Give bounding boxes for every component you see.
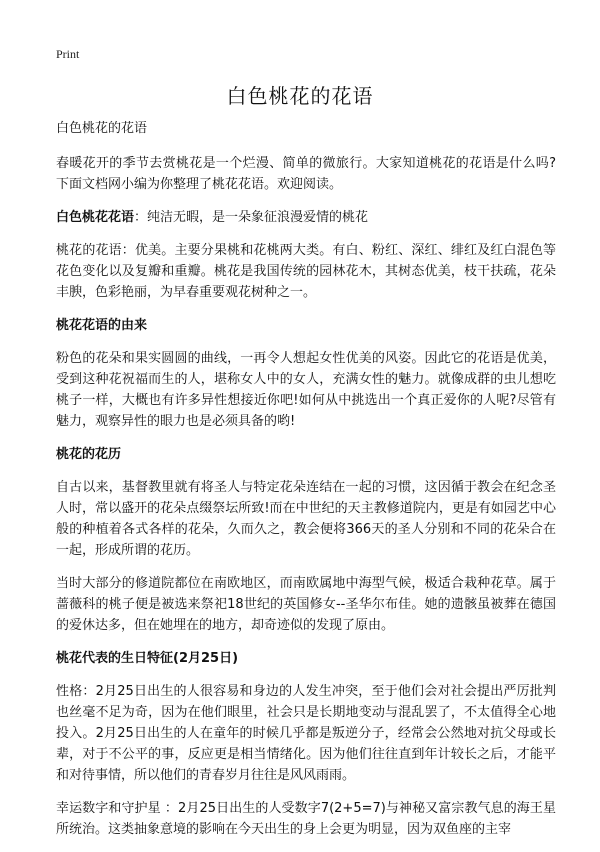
print-link[interactable]: Print — [56, 47, 80, 61]
origin-heading: 桃花花语的由来 — [56, 318, 148, 333]
calendar-heading: 桃花的花历 — [56, 447, 122, 462]
birthday-heading: 桃花代表的生日特征(2月25日) — [56, 651, 239, 666]
document-title: 白色桃花的花语 — [226, 84, 374, 108]
intro-paragraph: 春暖花开的季节去赏桃花是一个烂漫、简单的微旅行。大家知道桃花的花语是什么吗?下面文档网小编为你整理了桃花花语。欢迎阅读。 — [56, 156, 556, 192]
definition-text: ：纯洁无暇，是一朵象征浪漫爱情的桃花 — [134, 210, 369, 225]
personality-paragraph: 性格：2月25日出生的人很容易和身边的人发生冲突，至于他们会对社会提出严厉批判也丝毫不足为奇，因为在他们眼里，社会只是长期地变动与混乱罢了，不太值得全心地投入。2月25日出生的人在童年的时候几乎都是叛逆分子，经常会公然地对抗父母或长辈，对于不公平的事，反应更是相当情绪化。因为他们往往直到年计较长之后，才能平和对待事情，所以他们的青春岁月往往是风风雨雨。 — [56, 684, 556, 783]
document-subtitle: 白色桃花的花语 — [56, 121, 148, 136]
origin-paragraph: 粉色的花朵和果实圆圆的曲线，一再令人想起女性优美的风姿。因此它的花语是优美，受到这种花祝福而生的人，堪称女人中的女人，充满女性的魅力。就像成群的虫儿想吃桃子一样，大概也有许多异性想接近你吧!如何从中挑选出一个真正爱你的人呢?尽管有魅力，观察异性的眼力也是必须具备的哟! — [56, 351, 556, 429]
definition-label: 白色桃花花语 — [56, 210, 135, 225]
meaning-paragraph: 桃花的花语：优美。主要分果桃和花桃两大类。有白、粉红、深红、绯红及红白混色等花色变化以及复瓣和重瓣。桃花是我国传统的园林花木，其树态优美，枝干扶疏，花朵丰腴，色彩艳丽，为早春重要观花树种之一。 — [56, 243, 556, 300]
lucky-paragraph: 幸运数字和守护星 ：2月25日出生的人受数字7(2+5=7)与神秘又富宗教气息的海王星所统治。这类抽象意境的影响在今天出生的身上会更为明显，因为双鱼座的主宰 — [56, 801, 556, 837]
calendar-paragraph-2: 当时大部分的修道院都位在南欧地区，而南欧属地中海型气候，极适合栽种花草。属于蔷薇科的桃子便是被选来祭祀18世纪的英国修女--圣华尔布佳。她的遗骸虽被葬在德国的爱休达多，但在她埋在的地方，却奇迹似的发现了原由。 — [56, 576, 556, 633]
calendar-paragraph-1: 自古以来，基督教里就有将圣人与特定花朵连结在一起的习惯，这因循于教会在纪念圣人时，常以盛开的花朵点缀祭坛所致!而在中世纪的天主教修道院内，更是有如园艺中心 般的种植着各式各样的花朵，久而久之，教会便将366天的圣人分别和不同的花朵合在一起，形成所谓的花历。 — [56, 480, 556, 558]
document-body — [56, 118, 556, 852]
definition-paragraph — [56, 207, 556, 228]
